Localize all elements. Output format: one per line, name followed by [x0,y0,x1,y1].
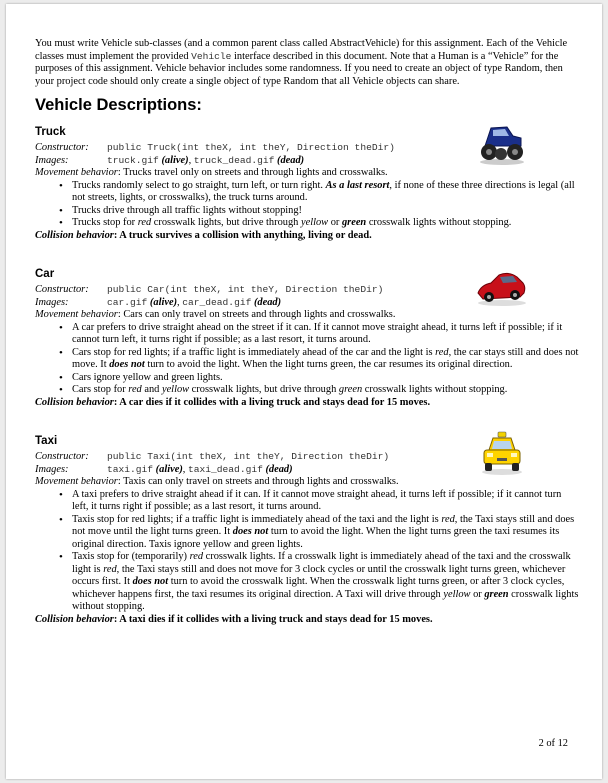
inline-code: Vehicle [191,50,232,62]
taxi-images-row: Images: taxi.gif (alive), taxi_dead.gif (dead) [35,463,293,475]
list-item: • Trucks randomly select to go straight, turn left, or turn right. As a last resort, if none of these three directions is legal (all not streets, lights, or crosswalks), the truck turns around. [72,180,579,205]
taxi-section [35,434,579,626]
car-constructor-row: Constructor: public Car(int theX, int theY, Direction theDir) [35,284,384,295]
list-item: • Cars ignore yellow and green lights. [72,372,579,385]
list-item: • Trucks stop for red crosswalk lights, but drive through yellow or green crosswalk lights without stopping. [72,217,579,230]
car-movement: Movement behavior: Cars can only travel on streets and through lights and crosswalks. [35,309,396,320]
list-item: • Cars stop for red lights; if a traffic light is immediately ahead of the car and the light is red, the car stays still and does not move. It does not turn to avoid the light. When the light turns green, the car resumes its original direction. [72,347,579,372]
list-item: • Trucks drive through all traffic lights without stopping! [72,205,579,218]
truck-constructor-row: Constructor: public Truck(int theX, int theY, Direction theDir) [35,142,395,153]
document-page [6,4,602,779]
truck-collision: Collision behavior: A truck survives a collision with anything, living or dead. [35,229,372,241]
taxi-collision: Collision behavior: A taxi dies if it collides with a living truck and stays dead for 15 moves. [35,613,433,625]
truck-rules-list [35,180,579,230]
list-item: • Taxis stop for red lights; if a traffic light is immediately ahead of the taxi and the light is red, the Taxi stays still and does not move until the light turns green. It does not turn to avoid the light. When the light turns green the taxi resumes its original direction. Taxis ignore yellow and green lights. [72,514,579,552]
taxi-image [479,430,525,476]
list-item: • Taxis stop for (temporarily) red crosswalk lights. If a crosswalk light is immediately ahead of the taxi and the crosswalk light is red, the Taxi stays still and does not move for 3 clock cycles or until the crosswalk light turns green, whichever occurs first. It does not turn to avoid the crosswalk light. When the crosswalk light turns green, or after 3 clock cycles, whichever happens first, the taxi resumes its original direction. A Taxi will drive through yellow or green crosswalk lights without stopping. [72,551,579,614]
truck-title: Truck [35,126,66,138]
page-number: 2 of 12 [538,738,568,749]
list-item: • Cars stop for red and yellow crosswalk lights, but drive through green crosswalk lights without stopping. [72,384,579,397]
taxi-constructor-row: Constructor: public Taxi(int theX, int theY, Direction theDir) [35,451,390,462]
truck-section [35,125,579,242]
page-content [35,38,579,626]
car-section [35,267,579,409]
list-item: • A car prefers to drive straight ahead on the street if it can. If it cannot move straight ahead, it turns left if possible; if it cannot turn left, it turns right if possible; as a last resort, it turns around. [72,322,579,347]
taxi-title: Taxi [35,435,58,447]
intro-paragraph: You must write Vehicle sub-classes (and a common parent class called AbstractVehicle) for this assignment. Each of the Vehicle classes must implement the provided Vehicle interface described in this document. Note that a Human is a “Vehicle” for the purposes of this assignment. Vehicle behavior includes some randomness. If you need to create an object of type Random, then your project code should only create a single object of type Random that all Vehicle objects can share. [35,38,568,87]
list-item: • A taxi prefers to drive straight ahead if it can. If it cannot move straight ahead, it turns left if possible; if it cannot turn left, it turns right if possible; as a last resort, it turns around. [72,489,579,514]
taxi-rules-list [35,489,579,614]
truck-images-row: Images: truck.gif (alive), truck_dead.gif (dead) [35,154,305,166]
truck-movement: Movement behavior: Trucks travel only on streets and through lights and crosswalks. [35,167,388,178]
taxi-constructor: public Taxi(int theX, int theY, Direction theDir) [107,451,390,462]
truck-image [477,118,527,166]
car-images-row: Images: car.gif (alive), car_dead.gif (dead) [35,296,282,308]
car-collision: Collision behavior: A car dies if it collides with a living truck and stays dead for 15 moves. [35,396,431,408]
car-title: Car [35,268,55,280]
car-rules-list [35,322,579,397]
car-image [475,267,527,307]
section-heading: Vehicle Descriptions: [35,96,202,114]
taxi-movement: Movement behavior: Taxis can only travel on streets and through lights and crosswalks. [35,476,399,487]
truck-constructor: public Truck(int theX, int theY, Direction theDir) [107,142,395,153]
car-constructor: public Car(int theX, int theY, Direction theDir) [107,284,384,295]
